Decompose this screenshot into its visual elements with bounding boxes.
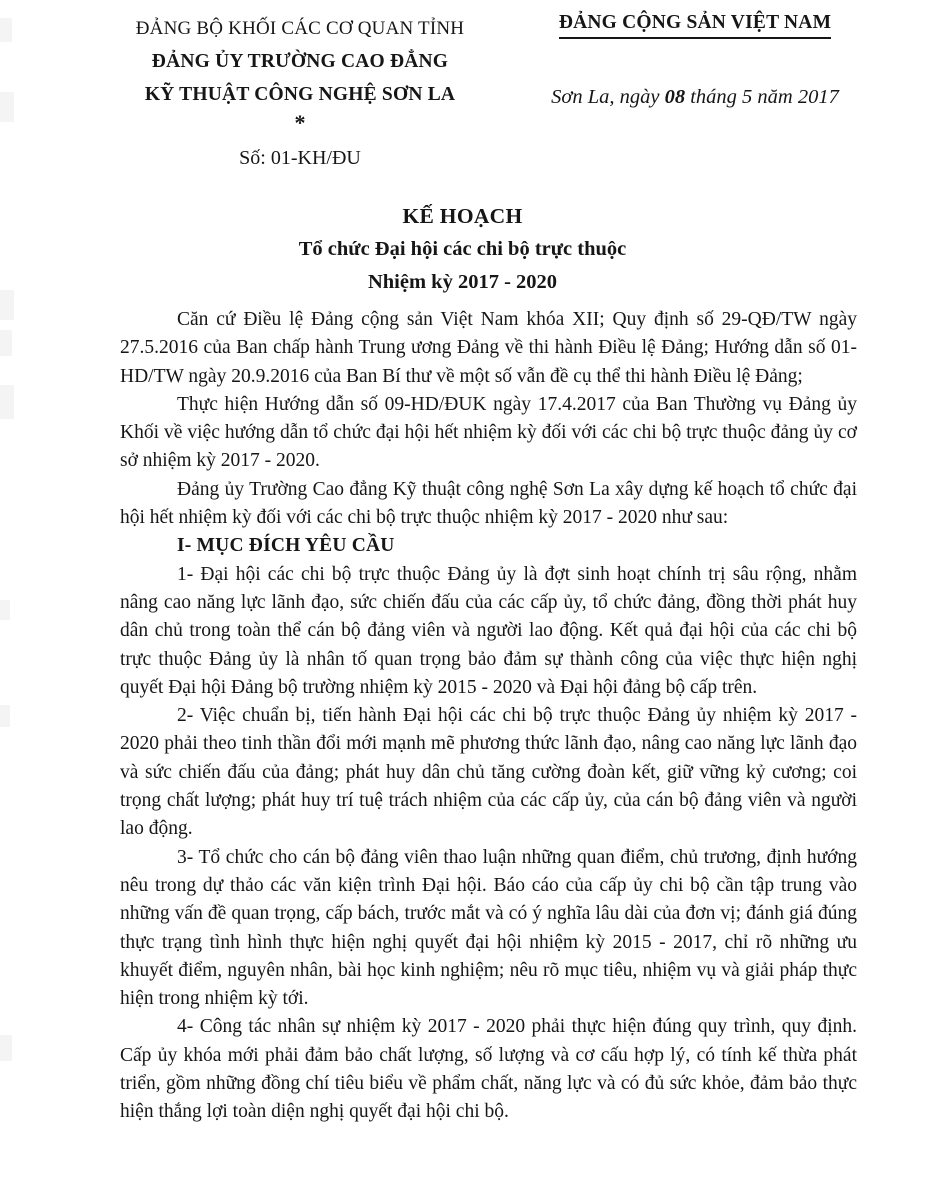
document-title: KẾ HOẠCH bbox=[402, 204, 523, 228]
paragraph-intro: Đảng ủy Trường Cao đẳng Kỹ thuật công nghệ Sơn La xây dựng kế hoạch tổ chức đại hội hết nhiệm kỳ đối với các chi bộ trực thuộc nhiệm kỳ 2017 - 2020 như sau: bbox=[120, 478, 857, 529]
scan-edge-artifact bbox=[0, 330, 12, 356]
scan-edge-artifact bbox=[0, 600, 10, 620]
paragraph-item-1: 1- Đại hội các chi bộ trực thuộc Đảng ủy là đợt sinh hoạt chính trị sâu rộng, nhằm nâng cao năng lực lãnh đạo, sức chiến đấu của các cấp ủy, tổ chức đảng, đồng thời phát huy dân chủ trong toàn thể cán bộ đảng viên và người lao động. Kết quả đại hội của các chi bộ trực thuộc Đảng ủy là nhân tố quan trọng bảo đảm sự thành công của việc thực hiện nghị quyết Đại hội Đảng bộ trường nhiệm kỳ 2015 - 2020 và Đại hội đảng bộ cấp trên. bbox=[120, 563, 857, 698]
date-prefix: Sơn La, ngày bbox=[551, 86, 665, 108]
scan-edge-artifact bbox=[0, 705, 10, 727]
scan-edge-artifact bbox=[0, 1035, 12, 1061]
issuing-org-block bbox=[80, 12, 520, 175]
document-body bbox=[120, 306, 857, 1127]
scan-edge-artifact bbox=[0, 18, 12, 42]
paragraph-item-4: 4- Công tác nhân sự nhiệm kỳ 2017 - 2020 phải thực hiện đúng quy trình, quy định. Cấp ủy khóa mới phải đảm bảo chất lượng, số lượng và cơ cấu hợp lý, có tính kế thừa phát triển, gồm những đồng chí tiêu biểu về phẩm chất, năng lực và có đủ sức khỏe, đảm bảo thực hiện thắng lợi toàn diện nghị quyết đại hội chi bộ. bbox=[120, 1016, 857, 1123]
paragraph-legal-basis-1: Căn cứ Điều lệ Đảng cộng sản Việt Nam khóa XII; Quy định số 29-QĐ/TW ngày 27.5.2016 của Ban chấp hành Trung ương Đảng về thi hành Điều lệ Đảng; Hướng dẫn số 01-HD/TW ngày 20.9.2016 của Ban Bí thư về một số vẫn đề cụ thể thi hành Điều lệ Đảng; bbox=[120, 309, 857, 387]
document-subtitle-2: Nhiệm kỳ 2017 - 2020 bbox=[367, 271, 558, 293]
asterisk-separator: * bbox=[294, 110, 306, 135]
scan-edge-artifact bbox=[0, 92, 14, 122]
scan-edge-artifact bbox=[0, 385, 14, 419]
document-number: Số: 01-KH/ĐU bbox=[239, 147, 361, 169]
date-suffix: tháng 5 năm 2017 bbox=[685, 86, 839, 108]
org-name-line-2: KỸ THUẬT CÔNG NGHỆ SƠN LA bbox=[144, 84, 456, 105]
national-header-block bbox=[500, 12, 890, 109]
org-name-line-1: ĐẢNG ỦY TRƯỜNG CAO ĐẲNG bbox=[151, 51, 449, 72]
place-date-line bbox=[500, 86, 890, 109]
paragraph-item-2: 2- Việc chuẩn bị, tiến hành Đại hội các chi bộ trực thuộc Đảng ủy nhiệm kỳ 2017 - 2020 phải theo tinh thần đổi mới mạnh mẽ phương thức lãnh đạo, nâng cao năng lực lãnh đạo và sức chiến đấu của đảng; phát huy dân chủ tăng cường đoàn kết, giữ vững kỷ cương; coi trọng chất lượng; phát huy trí tuệ trách nhiệm của các cấp ủy, của cán bộ đảng viên và người lao động. bbox=[120, 705, 857, 840]
document-title-block bbox=[0, 200, 925, 299]
party-name-header: ĐẢNG CỘNG SẢN VIỆT NAM bbox=[559, 12, 831, 39]
date-day: 08 bbox=[664, 86, 686, 108]
section-heading-1: I- MỤC ĐÍCH YÊU CẦU bbox=[177, 535, 395, 557]
document-subtitle-1: Tổ chức Đại hội các chi bộ trực thuộc bbox=[298, 238, 627, 260]
parent-org-name: ĐẢNG BỘ KHỐI CÁC CƠ QUAN TỈNH bbox=[135, 18, 465, 39]
paragraph-item-3: 3- Tổ chức cho cán bộ đảng viên thao luận những quan điểm, chủ trương, định hướng nêu trong dự thảo các văn kiện trình Đại hội. Báo cáo của cấp ủy chi bộ cần tập trung vào những vấn đề quan trọng, cấp bách, trước mắt và có ý nghĩa lâu dài của đơn vị; đánh giá đúng thực trạng tình hình thực hiện nghị quyết đại hội nhiệm kỳ 2015 - 2017, chỉ rõ những ưu khuyết điểm, nguyên nhân, bài học kinh nghiệm; nêu rõ mục tiêu, nhiệm vụ và giải pháp thực hiện trong nhiệm kỳ tới. bbox=[120, 846, 857, 1010]
paragraph-legal-basis-2: Thực hiện Hướng dẫn số 09-HD/ĐUK ngày 17.4.2017 của Ban Thường vụ Đảng ủy Khối về việc hướng dẫn tổ chức đại hội hết nhiệm kỳ đối với các chi bộ trực thuộc đảng ủy cơ sở nhiệm kỳ 2017 - 2020. bbox=[120, 393, 857, 472]
